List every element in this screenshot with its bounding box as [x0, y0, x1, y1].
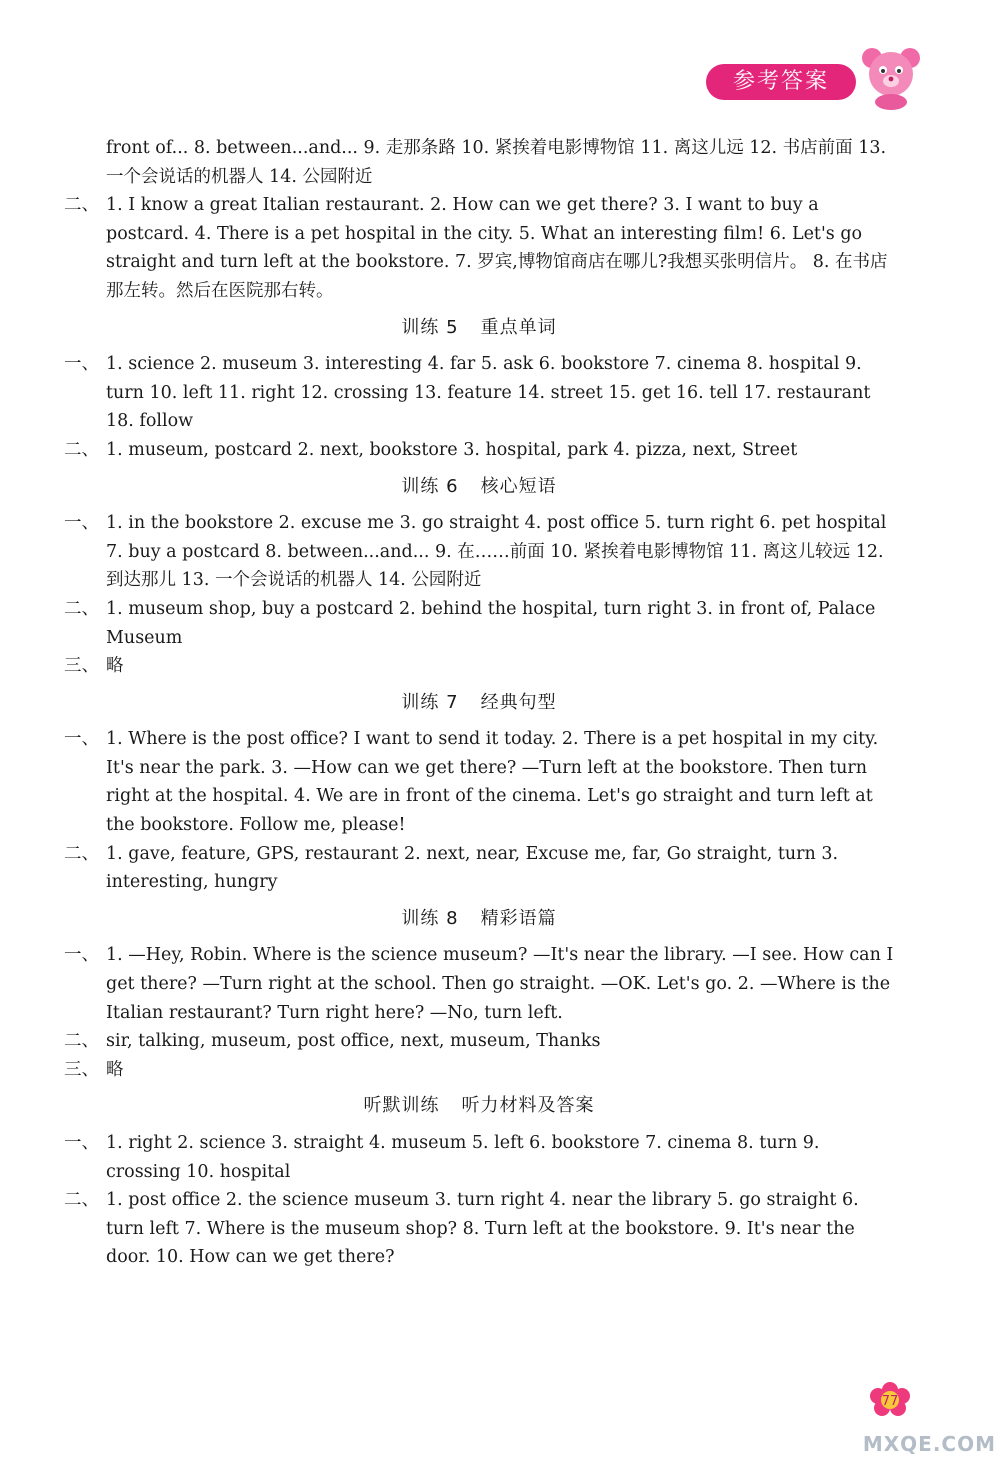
answer-text: 1. I know a great Italian restaurant. 2. How can we get there? 3. I want to buy a postcard. 4. There is a pet hospital in the city. 5. What an interesting film! 6. Let's go straight and turn left at the bookstore. 7. 罗宾,博物馆商店在哪儿?我想买张明信片。 8. 在书店那左转。然后在医院那右转。	[106, 195, 888, 301]
answer-text: 1. science 2. museum 3. interesting 4. far 5. ask 6. bookstore 7. cinema 8. hospital 9. turn 10. left 11. right 12. crossing 13. feature 14. street 15. get 16. tell 17. restaurant 18. follow	[106, 354, 871, 432]
answer-paragraph	[64, 436, 894, 465]
part-marker: 三、	[64, 656, 99, 677]
part-marker: 三、	[64, 1059, 99, 1080]
answer-text: 1. Where is the post office? I want to send it today. 2. There is a pet hospital in my city. It's near the park. 3. —How can we get there? —Turn left at the bookstore. Then turn right at the hospital. 4. We are in front of the cinema. Let's go straight and turn left at the bookstore. Follow me, please!	[106, 729, 879, 836]
section-heading	[64, 314, 894, 343]
page-number-text: 77	[881, 1394, 899, 1409]
section-heading	[64, 689, 894, 718]
answer-paragraph	[64, 595, 894, 652]
part-marker: 二、	[64, 195, 99, 216]
answer-paragraph	[64, 941, 894, 1027]
part-marker: 一、	[64, 729, 99, 750]
section-number: 训练 6	[401, 475, 459, 497]
answer-text: 1. —Hey, Robin. Where is the science museum? —It's near the library. —I see. How can I get there? —Turn right at the school. Then go straight. —OK. Let's go. 2. —Where is the Italian restaurant? Turn right here? —No, turn left.	[106, 945, 894, 1023]
section-title: 核心短语	[480, 475, 557, 497]
part-marker: 二、	[64, 598, 99, 619]
answer-text: 1. gave, feature, GPS, restaurant 2. next, near, Excuse me, far, Go straight, turn 3. interesting, hungry	[106, 843, 839, 893]
part-marker: 二、	[64, 1031, 99, 1052]
answer-text: 1. museum, postcard 2. next, bookstore 3. hospital, park 4. pizza, next, Street	[106, 439, 798, 460]
answer-content	[64, 134, 894, 1272]
part-marker: 一、	[64, 513, 99, 534]
answer-text: 略	[106, 656, 124, 677]
section-title: 听力材料及答案	[461, 1095, 595, 1117]
answer-text: 1. in the bookstore 2. excuse me 3. go straight 4. post office 5. turn right 6. pet hospital 7. buy a postcard 8. between...and... 9. 在……前面 10. 紧挨着电影博物馆 11. 离这儿较远 12. 到达那儿 13. 一个会说话的机器人 14. 公园附近	[106, 513, 887, 591]
answer-paragraph	[64, 1129, 894, 1186]
section-heading	[64, 905, 894, 934]
section-title: 精彩语篇	[480, 907, 557, 929]
answer-text: front of... 8. between...and... 9. 走那条路 10. 紧挨着电影博物馆 11. 离这儿远 12. 书店前面 13. 一个会说话的机器人 14. 公园附近	[106, 138, 887, 187]
part-marker: 一、	[64, 945, 99, 966]
section-number: 听默训练	[363, 1095, 440, 1117]
part-marker: 一、	[64, 354, 99, 375]
watermark: MXQE.COM	[862, 1432, 996, 1456]
answer-text: 1. right 2. science 3. straight 4. museum 5. left 6. bookstore 7. cinema 8. turn 9. crossing 10. hospital	[106, 1133, 820, 1182]
section-heading	[64, 1092, 894, 1121]
section-number: 训练 7	[401, 691, 459, 713]
part-marker: 二、	[64, 439, 99, 460]
answer-paragraph	[64, 840, 894, 897]
answer-paragraph	[64, 725, 894, 839]
answer-paragraph	[64, 350, 894, 436]
teddy-bear-icon	[858, 44, 924, 110]
answer-paragraph	[64, 1027, 894, 1056]
section-heading	[64, 473, 894, 502]
answer-key-badge: 参考答案	[706, 64, 856, 100]
part-marker: 一、	[64, 1133, 99, 1153]
answer-paragraph	[64, 191, 894, 305]
section-title: 重点单词	[480, 316, 557, 338]
part-marker: 二、	[64, 1190, 99, 1211]
section-number: 训练 5	[401, 316, 459, 338]
flower-icon	[860, 1380, 920, 1420]
answer-text: 略	[106, 1059, 124, 1080]
section-title: 经典句型	[480, 691, 557, 713]
answer-paragraph	[64, 1056, 894, 1085]
answer-paragraph	[64, 652, 894, 681]
answer-text: sir, talking, museum, post office, next, museum, Thanks	[106, 1031, 601, 1052]
answer-paragraph	[64, 509, 894, 595]
answer-text: 1. post office 2. the science museum 3. turn right 4. near the library 5. go straight 6. turn left 7. Where is the museum shop? 8. Turn left at the bookstore. 9. It's near the door. 10. How can we get there?	[106, 1190, 859, 1268]
page-number	[860, 1380, 920, 1420]
answer-paragraph	[64, 1186, 894, 1272]
answer-paragraph	[64, 134, 894, 191]
section-number: 训练 8	[401, 907, 459, 929]
part-marker: 二、	[64, 843, 99, 864]
answer-text: 1. museum shop, buy a postcard 2. behind the hospital, turn right 3. in front of, Palace Museum	[106, 598, 876, 648]
